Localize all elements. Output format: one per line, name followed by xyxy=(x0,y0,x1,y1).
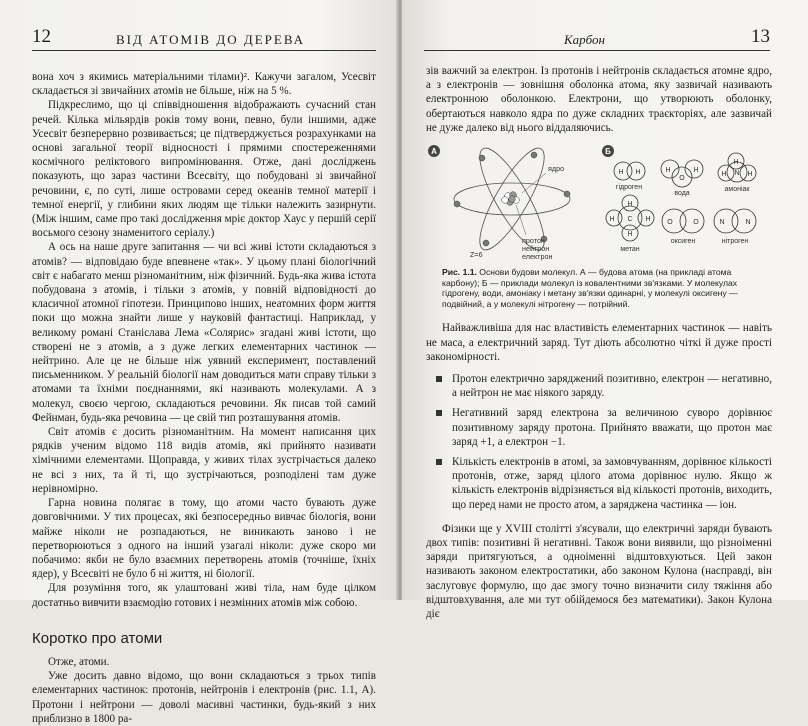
svg-text:H: H xyxy=(609,216,615,224)
paragraph: Фізики ще у XVIII столітті з'ясували, що електричні заряди бувають двох типів: позитивні й негативні. Також вони виявили, що різноіменні заряди притягуються, а одноіменні відштовхуються. Цей закон називають законом електростатики, або законом Кулона (насправді, він заслуговує формулю, що дає змогу точно визначити силу тяжіння або відштовхування, але ми тут обійдемося без математики). Закон Кулона діє xyxy=(426,522,772,621)
right-page-body xyxy=(426,64,772,621)
svg-text:H: H xyxy=(721,171,727,179)
caption-text: Основи будови молекул. А — будова атома (на прикладі атома карбону); Б — приклади молекул із ковалентними зв'язками. У молекулах гідрогену, води, амоніаку і метану зв'язки одинарні, у молекулі оксигену — подвійний, а у молекулі нітрогену — потрійний. xyxy=(442,267,738,309)
svg-text:H: H xyxy=(618,169,624,177)
paragraph: А ось на наше друге запитання — чи всі живі істоти складаються з атомів? — відповідаю буде впевнене «так». У цьому плані біологічний світ є набагато менш різноманітним, ніж фізичний. Будь-яка жива істота побудована з атомів, і тільки з атомів, у повній відповідності до класичної атомної гіпотези. Принципово інших, неатомних форм життя поки що можна знайти лише у науковій фантастиці. Наприклад, у великому романі Станіслава Лема «Солярис» згадані живі істоти, що створені не з атомів, а з дуже легких елементарних частинок — нейтрино. Але це не більше ніж уявний експеримент, поставлений письменником. У реальній біології нам доводиться мати справу тільки з атомами та їхніми поєднаннями, які називають молекулами. А з молекул, своєю чергою, складаються речовини. Як писав той самий Фейнман, будь-яка речовина — це свій тип розташування атомів. xyxy=(32,241,376,424)
bullet-icon xyxy=(436,376,442,382)
atom-diagram xyxy=(428,141,570,261)
figure-1-1 xyxy=(426,143,772,261)
molecule-label: оксиген xyxy=(670,238,696,246)
electron xyxy=(483,240,489,246)
atomic-number-label: Z=6 xyxy=(470,250,483,260)
right-page xyxy=(402,0,808,621)
nucleus-label: ядро xyxy=(548,164,565,174)
svg-text:H: H xyxy=(627,201,633,209)
svg-text:H: H xyxy=(747,171,753,179)
left-page-header xyxy=(32,28,376,51)
molecules-panel xyxy=(602,145,756,253)
svg-text:O: O xyxy=(679,175,685,183)
right-page-header xyxy=(424,28,770,51)
panel-a-letter: А xyxy=(431,147,437,157)
svg-text:N: N xyxy=(719,219,725,227)
molecule-diagram xyxy=(426,143,772,261)
molecule-label: метан xyxy=(620,246,640,254)
paragraph: зів важчий за електрон. Із протонів і нейтронів складається атомне ядро, а з електронів — зовнішня оболонка атома, яку зазвичай називають електронною оболонкою. Електрони, що утворюють оболонку, обертаються навколо ядра по дуже складних траєкторіях, але зазвичай не дуже далеко від нього віддаляючись. xyxy=(426,65,772,134)
molecule-label: нітроген xyxy=(721,238,749,246)
paragraph: Підкреслимо, що ці співвідношення відображають сучасний стан речей. Кілька мільярдів років тому вони, певно, були іншими, адже Усесвіт безперервно розвивається; це підтверджується розрахунками на основі загальної теорії відносності і прямими спостереженнями космічного реліктового випромінювання. Отже, дані досліджень показують, що зараз частини Всесвіту, що побудовані зі звичайної речовини, є, по суті, лише островами серед океанів темної матерії і темної енергії, у глибини яких людям ще тільки належить зазирнути. (Між іншим, саме про такі дослідження мріє доктор Хаус у першій серії восьмого сезону знаменитого серіалу.) xyxy=(32,99,376,240)
paragraph: вона хоч з якимись матеріальними тілами)². Кажучи загалом, Усесвіт складається зі звичайних атомів не більше, ніж на 5 %. xyxy=(32,71,376,98)
svg-text:N: N xyxy=(734,170,740,178)
bullet-list xyxy=(426,372,772,512)
right-page-number: 13 xyxy=(751,26,770,47)
paragraph: Світ атомів є досить різноманітним. На момент написання цих рядків ученим відомо 118 видів атомів, які прийнято називати хімічними елементами. Щоправда, у живих тілах зустрічається далеко не всі з них, та й ті, що зустрічаються, розподілені там дуже нерівномірно. xyxy=(32,426,376,495)
svg-text:H: H xyxy=(665,167,671,175)
svg-text:H: H xyxy=(627,231,633,239)
svg-text:H: H xyxy=(693,167,699,175)
proton-label: протон xyxy=(522,236,545,246)
svg-text:H: H xyxy=(733,159,739,167)
bullet-icon xyxy=(436,410,442,416)
paragraph: Уже досить давно відомо, що вони складаються з трьох типів елементарних частинок: протонів, нейтронів і електронів (рис. 1.1, А). Протони і нейтрони — доволі масивні частинки, будь-який з них приблизно в 1800 ра- xyxy=(32,670,376,725)
molecule-label: гідроген xyxy=(615,184,643,192)
svg-text:N: N xyxy=(745,219,751,227)
svg-text:O: O xyxy=(667,219,673,227)
paragraph: Отже, атоми. xyxy=(48,655,110,668)
electron xyxy=(454,201,460,207)
nucleus xyxy=(502,192,520,206)
electron-label: електрон xyxy=(522,252,553,262)
svg-text:H: H xyxy=(635,169,641,177)
list-item: Негативний заряд електрона за величиною суворо дорівнює позитивному заряду протона. Прийнято вважати, що протон має заряд +1, а електрон −1. xyxy=(426,406,772,449)
panel-b-letter: Б xyxy=(605,147,611,157)
svg-text:O: O xyxy=(693,219,699,227)
electron xyxy=(479,155,485,161)
left-running-title: ВІД АТОМІВ ДО ДЕРЕВА xyxy=(116,32,306,47)
left-page-number: 12 xyxy=(32,26,51,47)
electron xyxy=(564,191,570,197)
paragraph: Найважливіша для нас властивість елементарних частинок — навіть не маса, а електричний заряд. Тут діють абсолютно чіткі й дуже прості закономірності. xyxy=(426,322,772,363)
molecule-label: амоніак xyxy=(724,186,750,194)
electron xyxy=(531,152,537,158)
left-page xyxy=(0,0,398,725)
svg-text:H: H xyxy=(645,216,651,224)
svg-text:C: C xyxy=(627,216,633,224)
bullet-icon xyxy=(436,459,442,465)
paragraph: Гарна новина полягає в тому, що атоми часто бувають дуже довговічними. У тих процесах, які безпосередньо вивчає біологія, вони майже ніколи не розпадаються, не виникають заново і не перетворюються з одного на інший узагалі ніколи: дуже скоро ми побачимо: якби не було взаємних перетворень атомів (точніше, їхніх ядер), у Всесвіті не було б ні життя, ні біології. xyxy=(32,497,376,581)
left-page-body xyxy=(32,70,376,726)
neutron-label: нейтрон xyxy=(522,244,550,254)
section-heading: Коротко про атоми xyxy=(32,629,163,647)
paragraph: Для розуміння того, як улаштовані живі тіла, нам буде цілком достатньо вивчити взаємодію готових і незмінних атомів між собою. xyxy=(32,582,376,609)
figure-caption xyxy=(426,267,772,309)
right-running-title: Карбон xyxy=(564,32,605,47)
list-item: Протон електрично заряджений позитивно, електрон — негативно, а нейтрон не має ніякого заряду. xyxy=(426,372,772,400)
molecule-label: вода xyxy=(674,190,690,198)
list-item: Кількість електронів в атомі, за замовчуванням, дорівнює кількості протонів, отже, заряд цілого атома дорівнює нулю. Якщо ж кількість електронів відрізняється від кількості протонів, виходить, що перед нами не просто атом, а заряджена частинка — іон. xyxy=(426,455,772,512)
caption-label: Рис. 1.1. xyxy=(442,267,477,278)
